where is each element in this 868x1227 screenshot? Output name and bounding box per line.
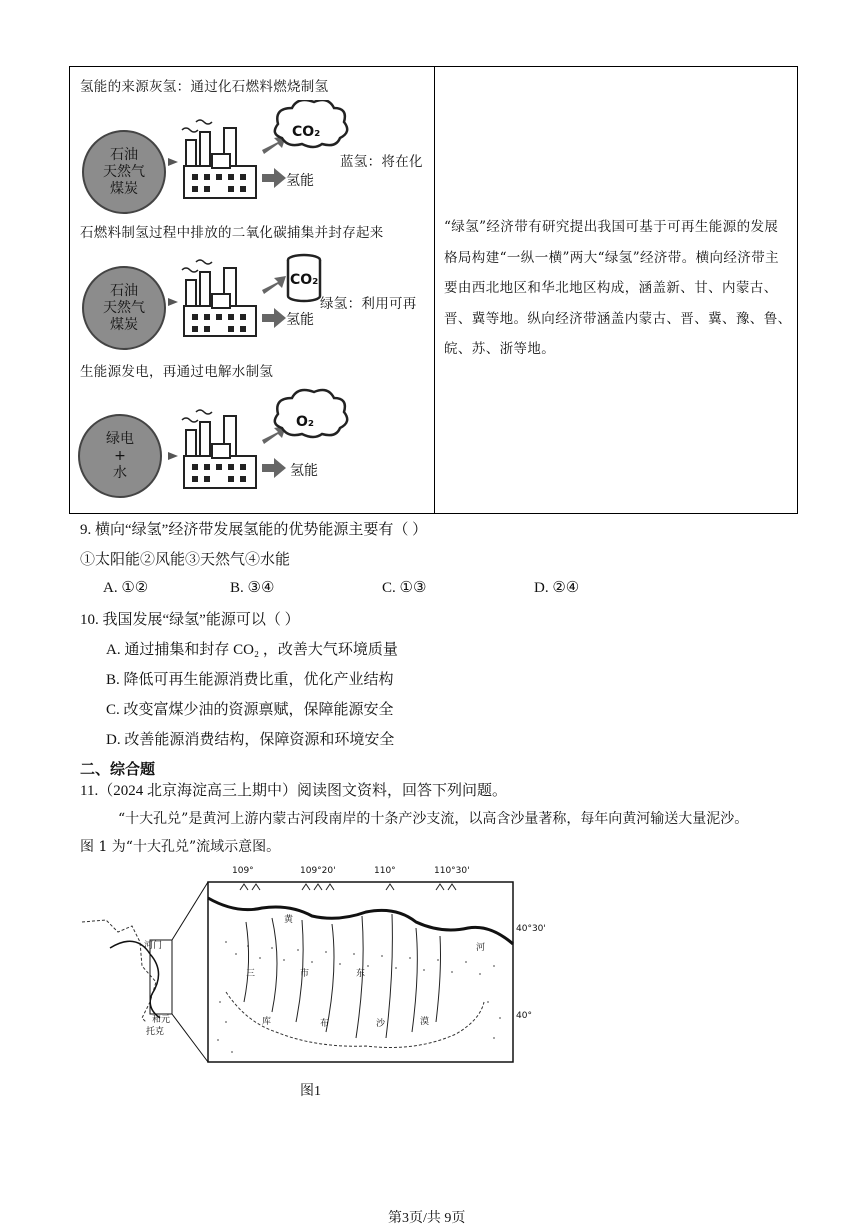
q10-option-d[interactable]: D. 改善能源消费结构，保障资源和环境安全 xyxy=(106,732,395,748)
place-label: 河 xyxy=(476,943,486,953)
hydrogen-source-line2: 石燃料制氢过程中排放的二氧化碳捕集并封存起来 xyxy=(80,225,384,241)
question-9-choices: ①太阳能②风能③天然气④水能 xyxy=(80,552,291,568)
place-label: 布 xyxy=(320,1019,330,1029)
smoke-icon xyxy=(182,120,212,132)
fossil-fuel-circle xyxy=(82,266,166,350)
q9-option-b[interactable]: B. ③④ xyxy=(230,580,275,596)
question-11-stem: 11.（2024 北京海淀高三上期中）阅读图文资料，回答下列问题。 xyxy=(80,783,507,799)
circle-text: 石油 xyxy=(110,146,138,163)
circle-text: 水 xyxy=(113,464,127,481)
blue-hydrogen-intro: 蓝氢：将在化 xyxy=(340,154,423,170)
latitude-label: 40°30' xyxy=(516,924,546,934)
inset-label: 托克 xyxy=(146,1027,165,1037)
arrow-icon xyxy=(168,298,178,306)
q9-option-a[interactable]: A. ①② xyxy=(103,580,149,596)
circle-text: 煤炭 xyxy=(110,316,138,333)
q10-option-c[interactable]: C. 改变富煤少油的资源禀赋，保障能源安全 xyxy=(106,702,394,718)
circle-text: 煤炭 xyxy=(110,180,138,197)
question-9-stem: 9. 横向“绿氢”经济带发展氢能的优势能源主要有（ ） xyxy=(80,522,428,538)
right-arrow-icon xyxy=(262,168,286,188)
latitude-label: 40° xyxy=(516,1011,532,1021)
place-label: 漠 xyxy=(420,1017,430,1027)
fossil-fuel-circle xyxy=(82,130,166,214)
inset-label: 河门 xyxy=(144,941,163,951)
green-hydrogen-intro: 绿氢：利用可再 xyxy=(320,296,417,312)
hydrogen-source-line1: 氢能的来源灰氢：通过化石燃料燃烧制氢 xyxy=(80,79,329,95)
inset-river xyxy=(110,941,160,1018)
q10-option-b[interactable]: B. 降低可再生能源消费比重，优化产业结构 xyxy=(106,672,394,688)
longitude-label: 109°20' xyxy=(300,866,336,876)
inset-label: 和元 xyxy=(152,1015,171,1025)
inset-highlight-box xyxy=(150,940,172,1014)
circle-text: 天然气 xyxy=(103,299,145,316)
factory-icon xyxy=(184,268,256,336)
ten-gullies-map xyxy=(76,862,546,1102)
section-heading: 二、综合题 xyxy=(80,760,156,778)
circle-text: 石油 xyxy=(110,282,138,299)
output-label: 氢能 xyxy=(286,312,314,328)
smoke-icon xyxy=(182,410,212,422)
longitude-label: 109° xyxy=(232,866,254,876)
figure-caption: 图1 xyxy=(300,1084,321,1099)
q9-option-d[interactable]: D. ②④ xyxy=(534,580,580,596)
longitude-label: 110° xyxy=(374,866,396,876)
hydrogen-source-line3: 生能源发电，再通过电解水制氢 xyxy=(80,364,274,380)
figure-intro: 图 1 为“十大孔兑”流域示意图。 xyxy=(80,839,281,855)
green-power-circle xyxy=(78,414,162,498)
smoke-icon xyxy=(182,260,212,272)
zoom-line xyxy=(172,882,208,940)
zoom-line xyxy=(172,1014,208,1062)
place-label: 沙 xyxy=(376,1019,386,1029)
circle-text: 绿电 xyxy=(106,430,134,447)
cloud-label: CO₂ xyxy=(292,124,321,140)
q10-option-a[interactable]: A. 通过捕集和封存 CO₂ ，改善大气环境质量 xyxy=(106,642,398,658)
tank-label: CO₂ xyxy=(290,272,319,288)
place-label: 市 xyxy=(300,969,310,979)
place-label: 黄 xyxy=(284,915,294,925)
factory-diagram-3 xyxy=(166,386,366,496)
arrow-icon xyxy=(168,452,178,460)
cloud-label: O₂ xyxy=(296,414,315,430)
output-label: 氢能 xyxy=(290,463,318,479)
inset-boundary xyxy=(82,920,156,1022)
up-arrow-icon xyxy=(262,276,286,294)
question-10-stem: 10. 我国发展“绿氢”能源可以（ ） xyxy=(80,612,300,628)
output-label: 氢能 xyxy=(286,173,314,189)
table-divider xyxy=(434,67,435,513)
green-hydrogen-belt-text: “绿氢”经济带有研究提出我国可基于可再生能源的发展格局构建“一纵一横”两大“绿氢”经济带。横向经济带主要由西北地区和华北地区构成，涵盖新、甘、内蒙古、晋、冀等地。纵向经济带涵盖内蒙古、晋、冀、豫、鲁、皖、苏、浙等地。 xyxy=(444,219,792,357)
longitude-label: 110°30' xyxy=(434,866,470,876)
arrow-icon xyxy=(168,158,178,166)
place-label: 库 xyxy=(262,1017,272,1027)
factory-diagram-1 xyxy=(166,100,366,210)
question-11-paragraph: “十大孔兑”是黄河上游内蒙古河段南岸的十条产沙支流，以高含沙量著称，每年向黄河输送大量泥沙。 xyxy=(118,811,749,827)
right-arrow-icon xyxy=(262,458,286,478)
circle-text: + xyxy=(114,447,126,464)
q9-option-c[interactable]: C. ①③ xyxy=(382,580,427,596)
circle-text: 天然气 xyxy=(103,163,145,180)
right-arrow-icon xyxy=(262,308,286,328)
place-label: 东 xyxy=(356,969,366,979)
place-label: 三 xyxy=(246,969,256,979)
page-footer: 第3页/共 9页 xyxy=(388,1211,466,1226)
